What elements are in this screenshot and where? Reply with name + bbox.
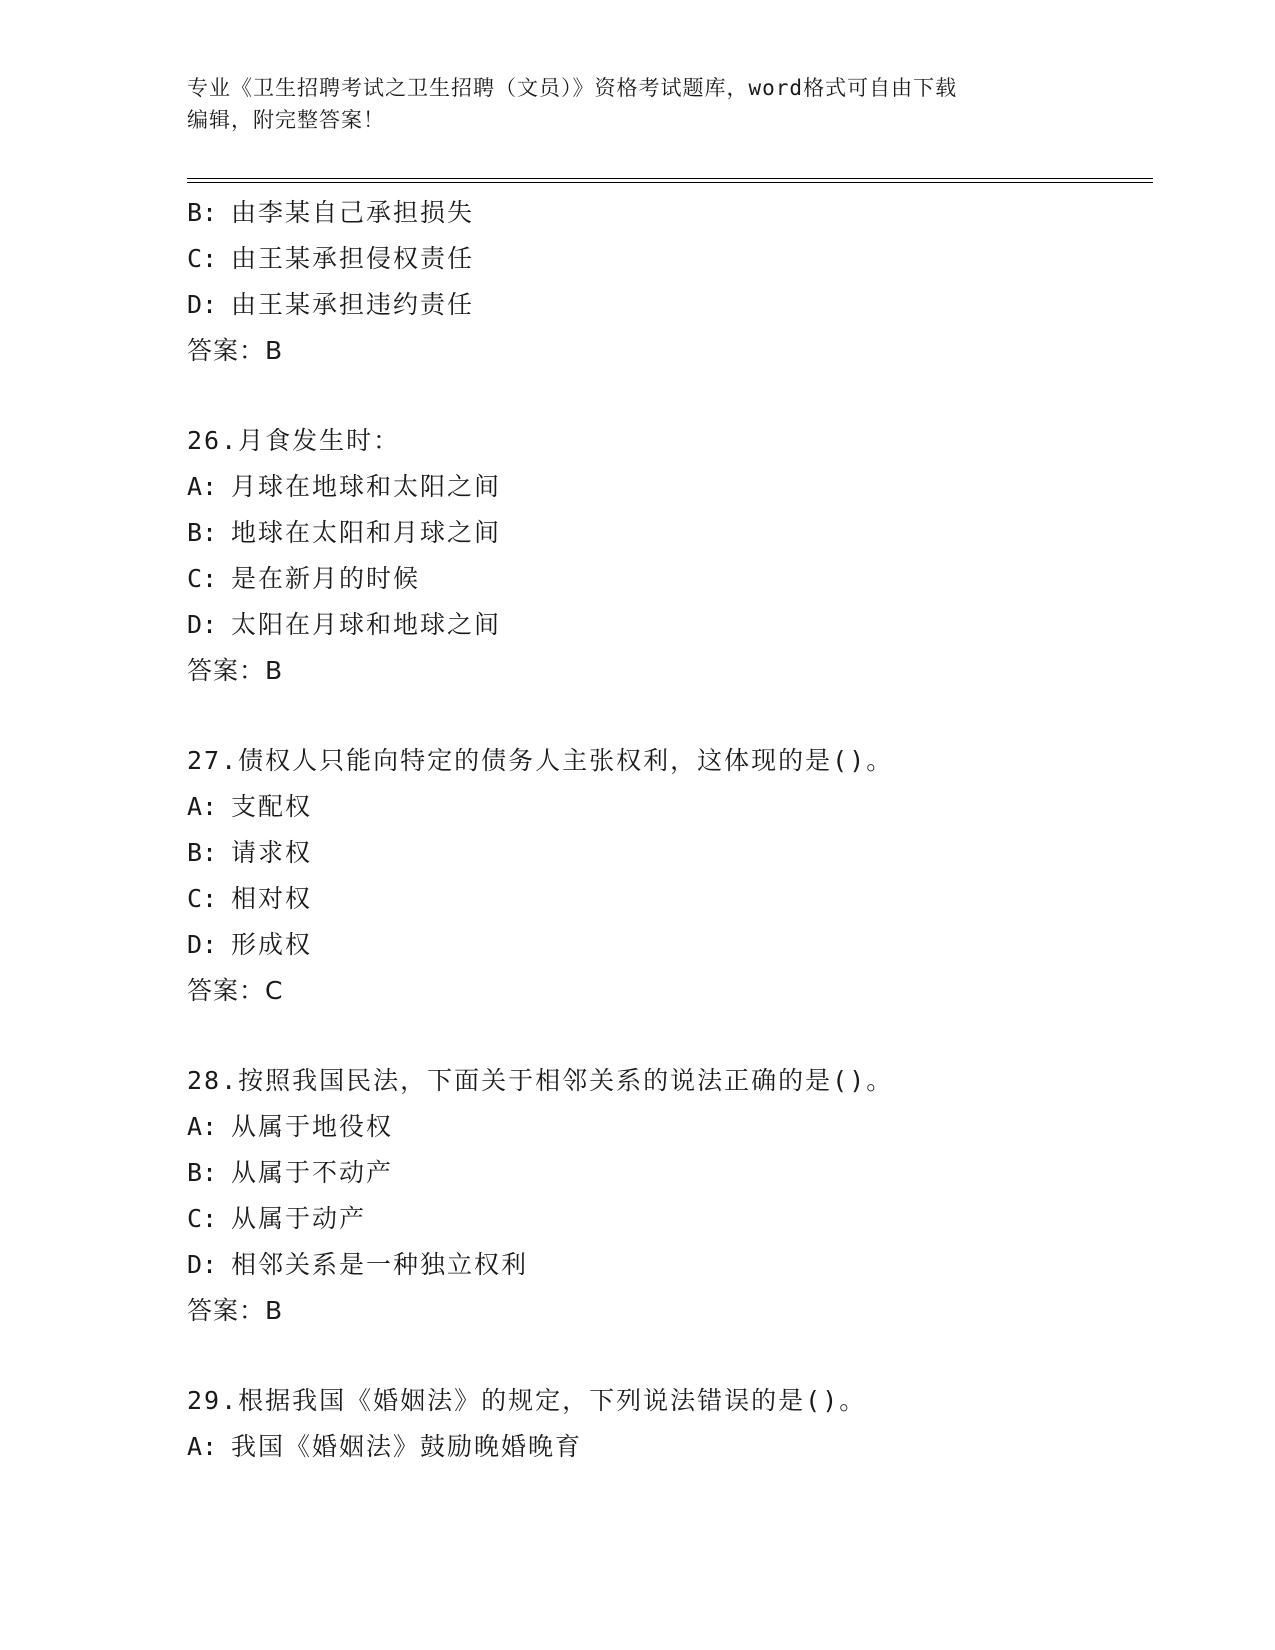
header-divider-bottom	[187, 182, 1153, 183]
spacer	[187, 694, 1147, 738]
option-key: A:	[187, 792, 218, 821]
option-d	[187, 282, 1147, 328]
spacer	[187, 1014, 1147, 1058]
question-text: 28.按照我国民法，下面关于相邻关系的说法正确的是()。	[187, 1066, 894, 1095]
option-key: D:	[187, 930, 218, 959]
option-text: 请求权	[231, 838, 313, 867]
option-key: A:	[187, 1432, 218, 1461]
option-text: 由王某承担侵权责任	[231, 244, 475, 273]
option-key: D:	[187, 1250, 218, 1279]
spacer	[187, 1334, 1147, 1378]
option-key: C:	[187, 564, 218, 593]
option-c	[187, 556, 1147, 602]
question-text: 27.债权人只能向特定的债务人主张权利，这体现的是()。	[187, 746, 894, 775]
option-key: A:	[187, 472, 218, 501]
option-text: 我国《婚姻法》鼓励晚婚晚育	[231, 1432, 583, 1461]
option-b	[187, 190, 1147, 236]
option-a	[187, 784, 1147, 830]
option-key: B:	[187, 1158, 218, 1187]
document-header	[187, 72, 1087, 136]
option-c	[187, 1196, 1147, 1242]
option-a	[187, 464, 1147, 510]
option-text: 从属于动产	[231, 1204, 367, 1233]
option-text: 月球在地球和太阳之间	[231, 472, 502, 501]
option-a	[187, 1104, 1147, 1150]
question-block-27	[187, 738, 1147, 1014]
option-c	[187, 236, 1147, 282]
option-a	[187, 1424, 1147, 1470]
option-text: 从属于不动产	[231, 1158, 394, 1187]
answer-label: 答案：B	[187, 656, 284, 685]
option-key: C:	[187, 244, 218, 273]
header-line-1: 专业《卫生招聘考试之卫生招聘（文员）》资格考试题库，word格式可自由下载	[187, 76, 958, 100]
option-text: 是在新月的时候	[231, 564, 421, 593]
option-c	[187, 876, 1147, 922]
option-d	[187, 1242, 1147, 1288]
option-key: B:	[187, 198, 218, 227]
option-b	[187, 510, 1147, 556]
question-block-29	[187, 1378, 1147, 1470]
option-text: 形成权	[231, 930, 313, 959]
option-key: C:	[187, 884, 218, 913]
option-b	[187, 830, 1147, 876]
option-text: 由王某承担违约责任	[231, 290, 475, 319]
option-text: 支配权	[231, 792, 313, 821]
question-block-28	[187, 1058, 1147, 1334]
option-key: C:	[187, 1204, 218, 1233]
option-text: 相邻关系是一种独立权利	[231, 1250, 529, 1279]
header-divider-top	[187, 178, 1153, 179]
question-text: 29.根据我国《婚姻法》的规定，下列说法错误的是()。	[187, 1386, 867, 1415]
option-key: B:	[187, 838, 218, 867]
answer-label: 答案：B	[187, 336, 284, 365]
option-text: 由李某自己承担损失	[231, 198, 475, 227]
answer-label: 答案：B	[187, 1296, 284, 1325]
option-b	[187, 1150, 1147, 1196]
option-key: B:	[187, 518, 218, 547]
answer-label: 答案：C	[187, 976, 284, 1005]
header-line-2: 编辑，附完整答案！	[187, 108, 385, 132]
option-key: D:	[187, 610, 218, 639]
spacer	[187, 374, 1147, 418]
option-text: 地球在太阳和月球之间	[231, 518, 502, 547]
question-text: 26.月食发生时：	[187, 426, 401, 455]
question-block-26	[187, 418, 1147, 694]
option-d	[187, 922, 1147, 968]
option-text: 相对权	[231, 884, 313, 913]
question-list	[187, 190, 1147, 1470]
option-key: D:	[187, 290, 218, 319]
option-text: 太阳在月球和地球之间	[231, 610, 502, 639]
option-d	[187, 602, 1147, 648]
option-key: A:	[187, 1112, 218, 1141]
option-text: 从属于地役权	[231, 1112, 394, 1141]
question-block-25	[187, 190, 1147, 374]
